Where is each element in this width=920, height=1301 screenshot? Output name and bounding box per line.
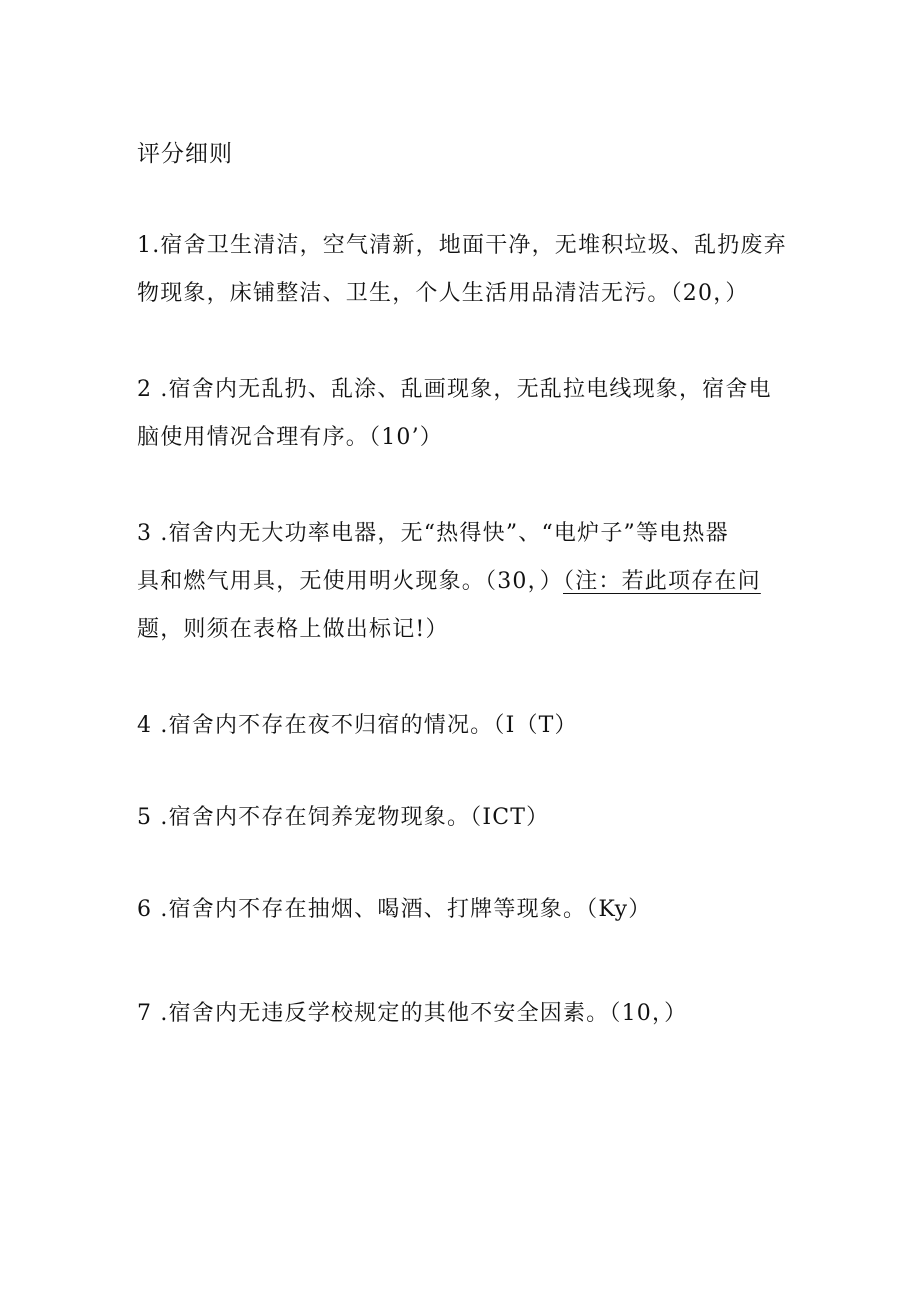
rule-item-2	[137, 366, 787, 462]
rule-item-7-line-1: 7 .宿舍内无违反学校规定的其他不安全因素。（10，）	[137, 1001, 688, 1026]
rule-item-4	[137, 702, 787, 750]
rule-item-3-line-2-text: 具和燃气用具，无使用明火现象。（30，）	[137, 569, 563, 594]
rule-item-3-line-1: 3 .宿舍内无大功率电器，无“热得快”、“电炉子”等电热器	[137, 521, 729, 546]
rule-item-3-line-3: 题，则须在表格上做出标记!）	[137, 617, 449, 642]
rule-item-7	[137, 990, 787, 1038]
document-title: 评分细则	[137, 141, 233, 167]
rule-item-3-line-2	[137, 558, 787, 606]
rule-item-3-note-underlined: （注：若此项存在问	[563, 569, 761, 594]
rule-item-6-line-1: 6 .宿舍内不存在抽烟、喝酒、打牌等现象。（Ky）	[137, 897, 652, 922]
rule-item-1-line-1: 1.宿舍卫生清洁，空气清新，地面干净，无堆积垃圾、乱扔废弃	[137, 233, 787, 258]
rule-item-5-line-1: 5 .宿舍内不存在饲养宠物现象。（ICT）	[137, 805, 550, 830]
rule-item-1	[137, 222, 787, 318]
rule-item-5	[137, 794, 787, 842]
rule-item-6	[137, 886, 787, 934]
rule-item-4-line-1: 4 .宿舍内不存在夜不归宿的情况。（I（T）	[137, 713, 578, 738]
rule-item-3	[137, 510, 787, 654]
rule-item-2-line-2: 脑使用情况合理有序。（10’）	[137, 425, 443, 450]
rule-item-1-line-2: 物现象，床铺整洁、卫生，个人生活用品清洁无污。（20，）	[137, 281, 749, 306]
rule-item-2-line-1: 2 .宿舍内无乱扔、乱涂、乱画现象，无乱拉电线现象，宿舍电	[137, 377, 772, 402]
